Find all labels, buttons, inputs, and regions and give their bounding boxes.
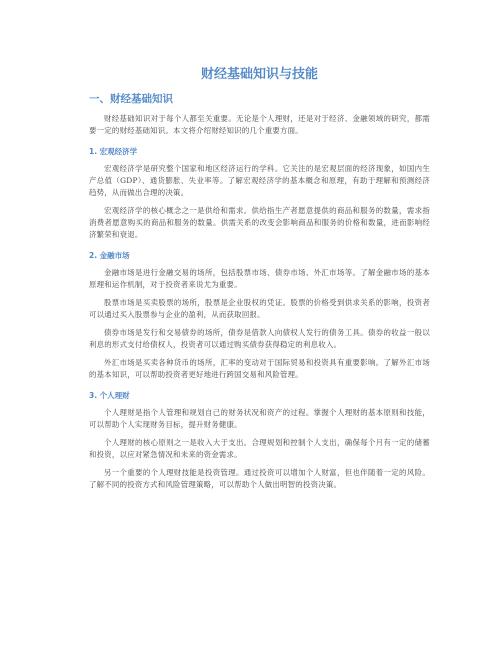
paragraph: 股票市场是买卖股票的场所，股票是企业股权的凭证。股票的价格受到供求关系的影响，投资者可以通过买入股票参与企业的盈利，从而获取回报。 bbox=[89, 298, 430, 319]
paragraph: 宏观经济学的核心概念之一是供给和需求。供给指生产者愿意提供的商品和服务的数量，需求指消费者愿意购买的商品和服务的数量。供需关系的改变会影响商品和服务的价格和数量，进而影响经济繁荣和衰退。 bbox=[89, 206, 430, 239]
subsection-heading-financial-markets: 2. 金融市场 bbox=[89, 251, 130, 260]
section-heading-basics: 一、财经基础知识 bbox=[89, 93, 173, 105]
subsection-heading-personal-finance: 3. 个人理财 bbox=[89, 391, 130, 400]
section-intro-paragraph: 财经基础知识对于每个人都至关重要。无论是个人理财，还是对于经济、金融领域的研究，都需要一定的财经基础知识。本文将介绍财经知识的几个重要方面。 bbox=[89, 114, 430, 135]
subsection-heading-macroeconomics: 1. 宏观经济学 bbox=[89, 147, 138, 156]
paragraph: 个人理财是指个人管理和规划自己的财务状况和资产的过程。掌握个人理财的基本原则和技能，可以帮助个人实现财务目标，提升财务健康。 bbox=[89, 408, 430, 429]
paragraph: 个人理财的核心原则之一是收入大于支出。合理规划和控制个人支出，确保每个月有一定的储蓄和投资，以应对紧急情况和未来的资金需求。 bbox=[89, 438, 430, 459]
paragraph: 另一个重要的个人理财技能是投资管理。通过投资可以增加个人财富，但也伴随着一定的风险。了解不同的投资方式和风险管理策略，可以帮助个人做出明智的投资决策。 bbox=[89, 468, 430, 489]
paragraph: 债券市场是发行和交易债券的场所，债券是借款人向债权人发行的债务工具。债券的收益一般以利息的形式支付给债权人，投资者可以通过购买债券获得稳定的利息收入。 bbox=[89, 328, 430, 349]
paragraph: 金融市场是进行金融交易的场所，包括股票市场、债券市场、外汇市场等。了解金融市场的基本原理和运作机制，对于投资者来说尤为重要。 bbox=[89, 268, 430, 289]
document-title: 财经基础知识与技能 bbox=[200, 67, 318, 82]
paragraph: 宏观经济学是研究整个国家和地区经济运行的学科。它关注的是宏观层面的经济现象，如国内生产总值（GDP）、通货膨胀、失业率等。了解宏观经济学的基本概念和原理，有助于理解和预测经济趋势，从而做出合理的决策。 bbox=[89, 164, 430, 197]
paragraph: 外汇市场是买卖各种货币的场所，汇率的变动对于国际贸易和投资具有重要影响。了解外汇市场的基本知识，可以帮助投资者更好地进行跨国交易和风险管理。 bbox=[89, 358, 430, 379]
